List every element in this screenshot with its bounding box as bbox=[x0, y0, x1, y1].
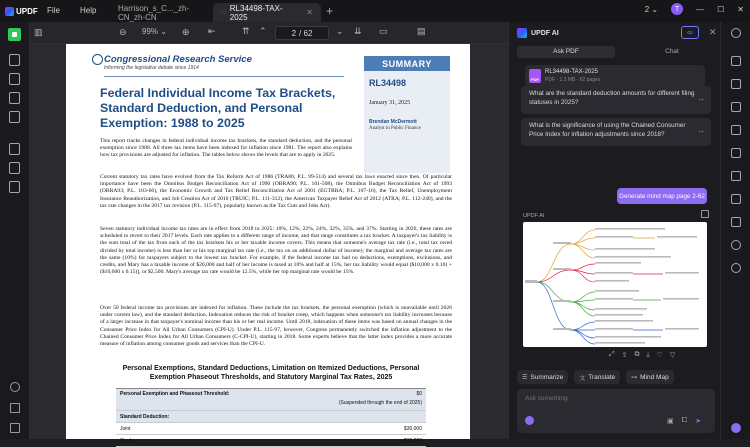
mind-map-button[interactable] bbox=[626, 370, 674, 384]
table-title: Personal Exemptions, Standard Deductions, Limitation on Itemized Deductions, Personal Exemption Phaseout Thresholds, and Statutory Marginal Tax Rates, 2025 bbox=[122, 365, 420, 381]
table-cell-value: $0 bbox=[416, 391, 422, 397]
translate-button[interactable] bbox=[574, 370, 620, 384]
fit-width-icon[interactable]: ⇤ bbox=[208, 26, 216, 36]
app-logo bbox=[5, 7, 43, 16]
menu-file[interactable]: File bbox=[47, 6, 60, 15]
share-icon[interactable]: ⇪ bbox=[621, 352, 628, 359]
organize-pages-icon[interactable] bbox=[9, 92, 20, 104]
updf-cloud-icon[interactable] bbox=[731, 423, 741, 433]
report-date: January 31, 2025 bbox=[369, 100, 411, 106]
table-row bbox=[116, 389, 426, 411]
updf-ai-logo-icon bbox=[517, 28, 527, 38]
first-page-icon[interactable]: ⇈ bbox=[242, 26, 250, 36]
open-external-icon[interactable] bbox=[701, 210, 709, 218]
table-cell-label: Joint bbox=[120, 425, 131, 432]
ai-panel bbox=[508, 22, 720, 439]
zoom-in-icon[interactable]: ⊕ bbox=[182, 27, 190, 37]
menu-help[interactable]: Help bbox=[80, 6, 97, 15]
summary-paragraph-2: Current statutory tax rates have evolved from the Tax Reform Act of 1986 (TRA86; P.L. 99-514) and several tax laws enacted since then. Of particular importance have been the Omnibus Budget Reconciliation Act of 1990 (OBRA90; P.L. 101-508), the Omnibus Budget Reconciliation Act of 1993 (OBRA93; P.L. 103-66), the Economic Growth and Tax Relief Reconciliation Act of 2001 (EGTRRA; P.L. 107-16), the Tax Relief, Unemployment Insurance Reauthorization, and Job Creation Act of 2010 (TRUIC; P.L. 111-312), the American Taxpayer Relief Act of 2012 (ATRA; P.L. 112-240), and the tax rate changes in the 2017 tax revision (P.L. 115-97), popularly known as the Tax Cuts and Jobs Act). bbox=[100, 174, 452, 209]
table-row bbox=[116, 423, 426, 435]
window-count[interactable]: 2 ⌄ bbox=[644, 4, 659, 14]
tab-harrison[interactable] bbox=[110, 3, 210, 22]
app-logo-text: UPDF bbox=[16, 6, 38, 16]
tax-table bbox=[116, 388, 426, 447]
document-viewport[interactable] bbox=[30, 44, 508, 444]
generate-mind-map-button[interactable]: Generate mind map page 2-62 bbox=[617, 188, 707, 204]
save-icon[interactable] bbox=[731, 217, 741, 227]
crs-logo bbox=[104, 54, 252, 71]
ai-model-icon[interactable] bbox=[525, 416, 534, 425]
panel-toggle-icon[interactable]: ▥ bbox=[34, 27, 43, 37]
infinity-icon[interactable]: ∞ bbox=[681, 26, 699, 39]
last-page-icon[interactable]: ⇊ bbox=[354, 26, 362, 36]
ask-input[interactable] bbox=[525, 395, 705, 402]
translate-icon: 文 bbox=[579, 375, 586, 382]
form-icon[interactable] bbox=[9, 143, 20, 155]
table-cell-label: Standard Deduction: bbox=[120, 413, 170, 420]
comment-icon[interactable] bbox=[9, 54, 20, 66]
tab-chat[interactable]: Chat bbox=[665, 48, 679, 55]
summary-paragraph-3: Seven statutory individual income tax rates are in effect from 2018 to 2025: 10%, 12%, 22%, 24%, 32%, 35%, and 37%. Starting in 2026, these rates are scheduled to revert to their 2017 levels. Each rate applies to a different range of income, and that range constitutes a tax bracket. A taxpayer's tax liability is the sum total of the tax from each of the tax brackets his or her taxable income covers. This means that someone's average tax rate (i.e., total tax owed divided by total income) is less than her or his top marginal tax rate (i.e., the tax on an additional dollar of income); the marginal and average tax rates are the same (10%) for taxpayers subject to the lowest tax bracket. For example, if the federal income tax had no deductions, exemptions, exclusions, and credits, and Mary has a taxable income of $20,000 and half of her income is taxed at 10% and half at 15%, her tax liability would equal ($10,000 x 0.10) + ($10,000 x 0.15)], or $2,500. Mary's average tax rate would be 12.5%, while her top marginal rate would be 15%. bbox=[100, 226, 452, 276]
window-controls bbox=[645, 3, 744, 15]
expand-icon[interactable]: ⤢ bbox=[609, 351, 615, 358]
ocr-icon[interactable] bbox=[731, 102, 741, 112]
download-icon[interactable]: ⤓ bbox=[646, 351, 650, 358]
right-sidebar bbox=[720, 22, 750, 439]
tab-label: RL34498-TAX-2025 bbox=[229, 3, 283, 22]
search-icon[interactable] bbox=[731, 28, 741, 38]
layers-icon[interactable] bbox=[10, 382, 20, 392]
file-meta: PDF · 1.2 MB · 62 pages bbox=[545, 77, 601, 83]
add-tab-icon[interactable]: + bbox=[326, 4, 334, 18]
next-page-icon[interactable]: ⌄ bbox=[336, 26, 344, 36]
summary-paragraph-1: This report tracks changes in federal individual income tax brackets, the standard deduction, and the personal exemption since 1988. All three tax items have been indexed for inflation since 1981. The report also explains how tax provisions are adjusted for inflation. The tables below shows the levels that are to apply in 2025. bbox=[100, 138, 352, 159]
ask-box-tools bbox=[667, 417, 701, 425]
present-icon[interactable]: ▤ bbox=[417, 26, 426, 36]
summarize-icon: ☰ bbox=[522, 374, 528, 381]
org-tagline: Informing the legislative debate since 1914 bbox=[104, 65, 199, 71]
page-input[interactable] bbox=[275, 26, 329, 40]
tab-rl34498[interactable] bbox=[213, 3, 321, 22]
summary-paragraph-4: Over 50 federal income tax provisions are indexed for inflation. These include the tax brackets, the personal exemption (which is unavailable until 2026 under current law), and the standard deduction. Indexation reduces the risk of bracket creep, which happens when someone's tax liability increases because of a larger increase in that taxpayer's nominal income than his or her real income. Until 2018, indexation of these items was based on annual changes in the Consumer Price Index for All Urban Consumers (CPI-U). Under P.L. 115-97, however, Congress permanently switched the inflation adjustment to the Chained Consumer Price Index for All Urban Consumers (C-CPI-U), starting in 2018. Some experts believe that the latter index provides a more accurate measure of inflation among consumer goods and services than the CPI-U. bbox=[100, 305, 452, 348]
redo-icon[interactable] bbox=[731, 263, 741, 273]
lock-icon: ◌ bbox=[221, 8, 226, 17]
summarize-button[interactable] bbox=[517, 370, 568, 384]
arrow-right-icon: → bbox=[697, 94, 705, 103]
share-icon[interactable] bbox=[731, 171, 741, 181]
mind-map-label: Mind Map bbox=[640, 373, 669, 381]
ai-panel-header bbox=[509, 22, 721, 44]
convert-icon[interactable] bbox=[731, 79, 741, 89]
edit-pdf-icon[interactable] bbox=[9, 73, 20, 85]
reader-icon[interactable] bbox=[8, 28, 21, 41]
author-role: Analyst in Public Finance bbox=[369, 126, 421, 131]
document-toolbar bbox=[30, 22, 508, 44]
pdf-file-icon: PDF bbox=[529, 69, 541, 83]
mind-map-icon: ⊶ bbox=[631, 374, 638, 381]
ai-tabs bbox=[509, 46, 721, 58]
table-cell-value: $15,000 bbox=[403, 437, 422, 444]
table-row bbox=[116, 435, 426, 447]
arrow-right-icon: → bbox=[697, 126, 705, 135]
page-current: 2 bbox=[291, 28, 297, 38]
sign-icon[interactable] bbox=[9, 181, 20, 193]
dislike-icon[interactable]: ▽ bbox=[669, 352, 676, 359]
summary-label: SUMMARY bbox=[364, 56, 450, 71]
header-divider bbox=[104, 76, 344, 77]
undo-icon[interactable] bbox=[731, 240, 741, 250]
close-tab-icon[interactable]: ✕ bbox=[306, 8, 313, 17]
minimize-icon[interactable]: — bbox=[696, 4, 705, 14]
crs-seal-icon bbox=[92, 54, 103, 65]
ai-response-label: UPDF AI bbox=[523, 213, 545, 219]
tab-label: Harrison_s_C..._zh-CN_zh-CN bbox=[118, 3, 190, 22]
ai-panel-title: UPDF AI bbox=[531, 29, 559, 37]
table-cell-note: (Suspended through the end of 2025) bbox=[338, 400, 422, 406]
compress-icon[interactable] bbox=[731, 148, 741, 158]
zoom-out-icon[interactable]: ⊖ bbox=[119, 27, 127, 37]
title-bar bbox=[0, 0, 750, 22]
copy-icon[interactable]: ⧉ bbox=[634, 351, 640, 358]
file-name: RL34498-TAX-2025 bbox=[545, 69, 598, 75]
table-cell-value: $30,000 bbox=[403, 425, 422, 432]
zoom-value: 99% bbox=[142, 27, 159, 36]
attachment-icon[interactable] bbox=[10, 423, 20, 433]
ai-icon[interactable] bbox=[731, 56, 741, 66]
prev-page-icon[interactable]: ⌃ bbox=[259, 26, 267, 36]
file-card[interactable] bbox=[525, 65, 705, 87]
page-display-icon[interactable]: ▭ bbox=[379, 26, 388, 36]
table-cell-label: Single bbox=[120, 437, 134, 444]
left-toolbar bbox=[0, 22, 30, 439]
ai-chat-area[interactable] bbox=[513, 62, 713, 392]
org-name: Congressional Research Service bbox=[104, 54, 252, 65]
ask-box bbox=[517, 389, 715, 433]
image-icon[interactable]: ▣ bbox=[667, 418, 674, 425]
report-author: Brendan McDermott bbox=[369, 119, 417, 125]
translate-label: Translate bbox=[588, 373, 616, 381]
question-text: What are the standard deduction amounts for different filing statuses in 2025? bbox=[529, 90, 695, 106]
window-count-value: 2 bbox=[644, 4, 650, 14]
suggested-question-1[interactable] bbox=[521, 86, 711, 114]
suggested-question-2[interactable] bbox=[521, 118, 711, 146]
table-cell-label: Personal Exemption and Phaseout Threshold: bbox=[120, 391, 230, 397]
report-id: RL34498 bbox=[369, 78, 407, 88]
mind-map-preview[interactable] bbox=[523, 222, 707, 347]
avatar[interactable]: T bbox=[671, 3, 683, 15]
ai-quick-actions bbox=[517, 370, 674, 384]
close-window-icon[interactable]: ✕ bbox=[737, 4, 744, 14]
send-icon[interactable]: ➤ bbox=[695, 418, 702, 425]
batch-icon[interactable] bbox=[731, 125, 741, 135]
pdf-page bbox=[66, 44, 470, 444]
summarize-label: Summarize bbox=[530, 373, 564, 381]
summary-box bbox=[364, 56, 450, 173]
tab-ask-pdf[interactable]: Ask PDF bbox=[517, 46, 615, 58]
page-total: / 62 bbox=[299, 28, 313, 38]
screenshot-icon[interactable]: ⧠ bbox=[681, 417, 688, 424]
email-icon[interactable] bbox=[731, 194, 741, 204]
protect-icon[interactable] bbox=[9, 162, 20, 174]
like-icon[interactable]: ♡ bbox=[656, 352, 663, 359]
bookmark-icon[interactable] bbox=[10, 403, 20, 413]
updf-logo-icon bbox=[5, 7, 14, 16]
table-row bbox=[116, 411, 426, 423]
close-panel-icon[interactable]: ✕ bbox=[709, 27, 717, 37]
document-title: Federal Individual Income Tax Brackets, Standard Deduction, and Personal Exemption: 1988 to 2025 bbox=[100, 86, 336, 130]
tools-icon[interactable] bbox=[9, 111, 20, 123]
maximize-icon[interactable]: ☐ bbox=[717, 4, 725, 14]
question-text: What is the significance of using the Chained Consumer Price Index for inflation adjustments since 2018? bbox=[529, 122, 686, 138]
zoom-level[interactable]: 99% ⌄ bbox=[142, 27, 167, 36]
mind-map-tools bbox=[609, 351, 675, 359]
